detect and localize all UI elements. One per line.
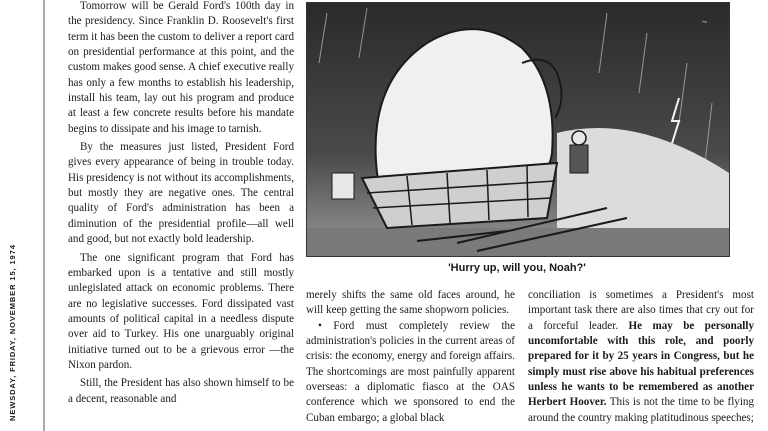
dateline: NEWSDAY, FRIDAY, NOVEMBER 15, 1974 <box>8 244 17 421</box>
paragraph: • Ford must completely review the administration's policies in the current areas of crisis: the economy, energy and foreign affairs. The shortcomings are most painfully apparent overseas: a diplomatic fiasco at the OAS conference which we sponsored to end the Cuban embargo; a global black <box>306 319 515 424</box>
cartoon-caption: 'Hurry up, will you, Noah?' <box>448 262 586 274</box>
paragraph: Still, the President has also shown himself to be a decent, reasonable and <box>68 377 294 405</box>
column-1 <box>68 0 294 410</box>
column-3 <box>528 288 754 426</box>
editorial-cartoon <box>306 2 730 257</box>
plain-lead: conciliation is sometimes a President's most important task there are also times that cry out for a forceful leader. <box>528 289 754 332</box>
paragraph: The one significant program that Ford has embarked upon is a tentative and still mostly unlegislated attack on economic problems. There are no legislative successes. Ford dissipated vast amounts of political capital in a needless dispute over aid to Turkey. His one unarguably original initiative turned out to be a grievous error —the Nixon pardon. <box>68 251 294 371</box>
paragraph: By the measures just listed, President Ford gives every appearance of being in trouble today. His presidency is not without its accomplishments, but mostly they are negative ones. The central quality of Ford's administration has been a diminution of the presidential profile—all well and good, but not exactly bold leadership. <box>68 141 294 246</box>
bold-passage: He may be personally uncomfortable with this role, and poorly prepared for it by 25 years in Congress, but he simply must rise above his habitual preferences unless he wants to be remembered as another Herbert Hoover. <box>528 319 754 409</box>
column-2 <box>306 288 515 426</box>
paragraph: Tomorrow will be Gerald Ford's 100th day in the presidency. Since Franklin D. Roosevelt's first term it has been the custom to deliver a report card on presidential performance at this point, and the custom makes good sense. A chief executive really has only a few months to establish his leadership, install his team, lay out his program and produce at least a few concrete results before his mandate begins to dissipate and his image to tarnish. <box>68 0 294 135</box>
paragraph <box>528 288 754 426</box>
svg-text:~: ~ <box>702 17 707 27</box>
cartoon-illustration <box>307 3 729 256</box>
paragraph: merely shifts the same old faces around, he will keep getting the same shopworn policies. <box>306 289 515 317</box>
plain-tail: This is not the time to be flying around the country making platitudinous speeches; <box>528 396 755 424</box>
